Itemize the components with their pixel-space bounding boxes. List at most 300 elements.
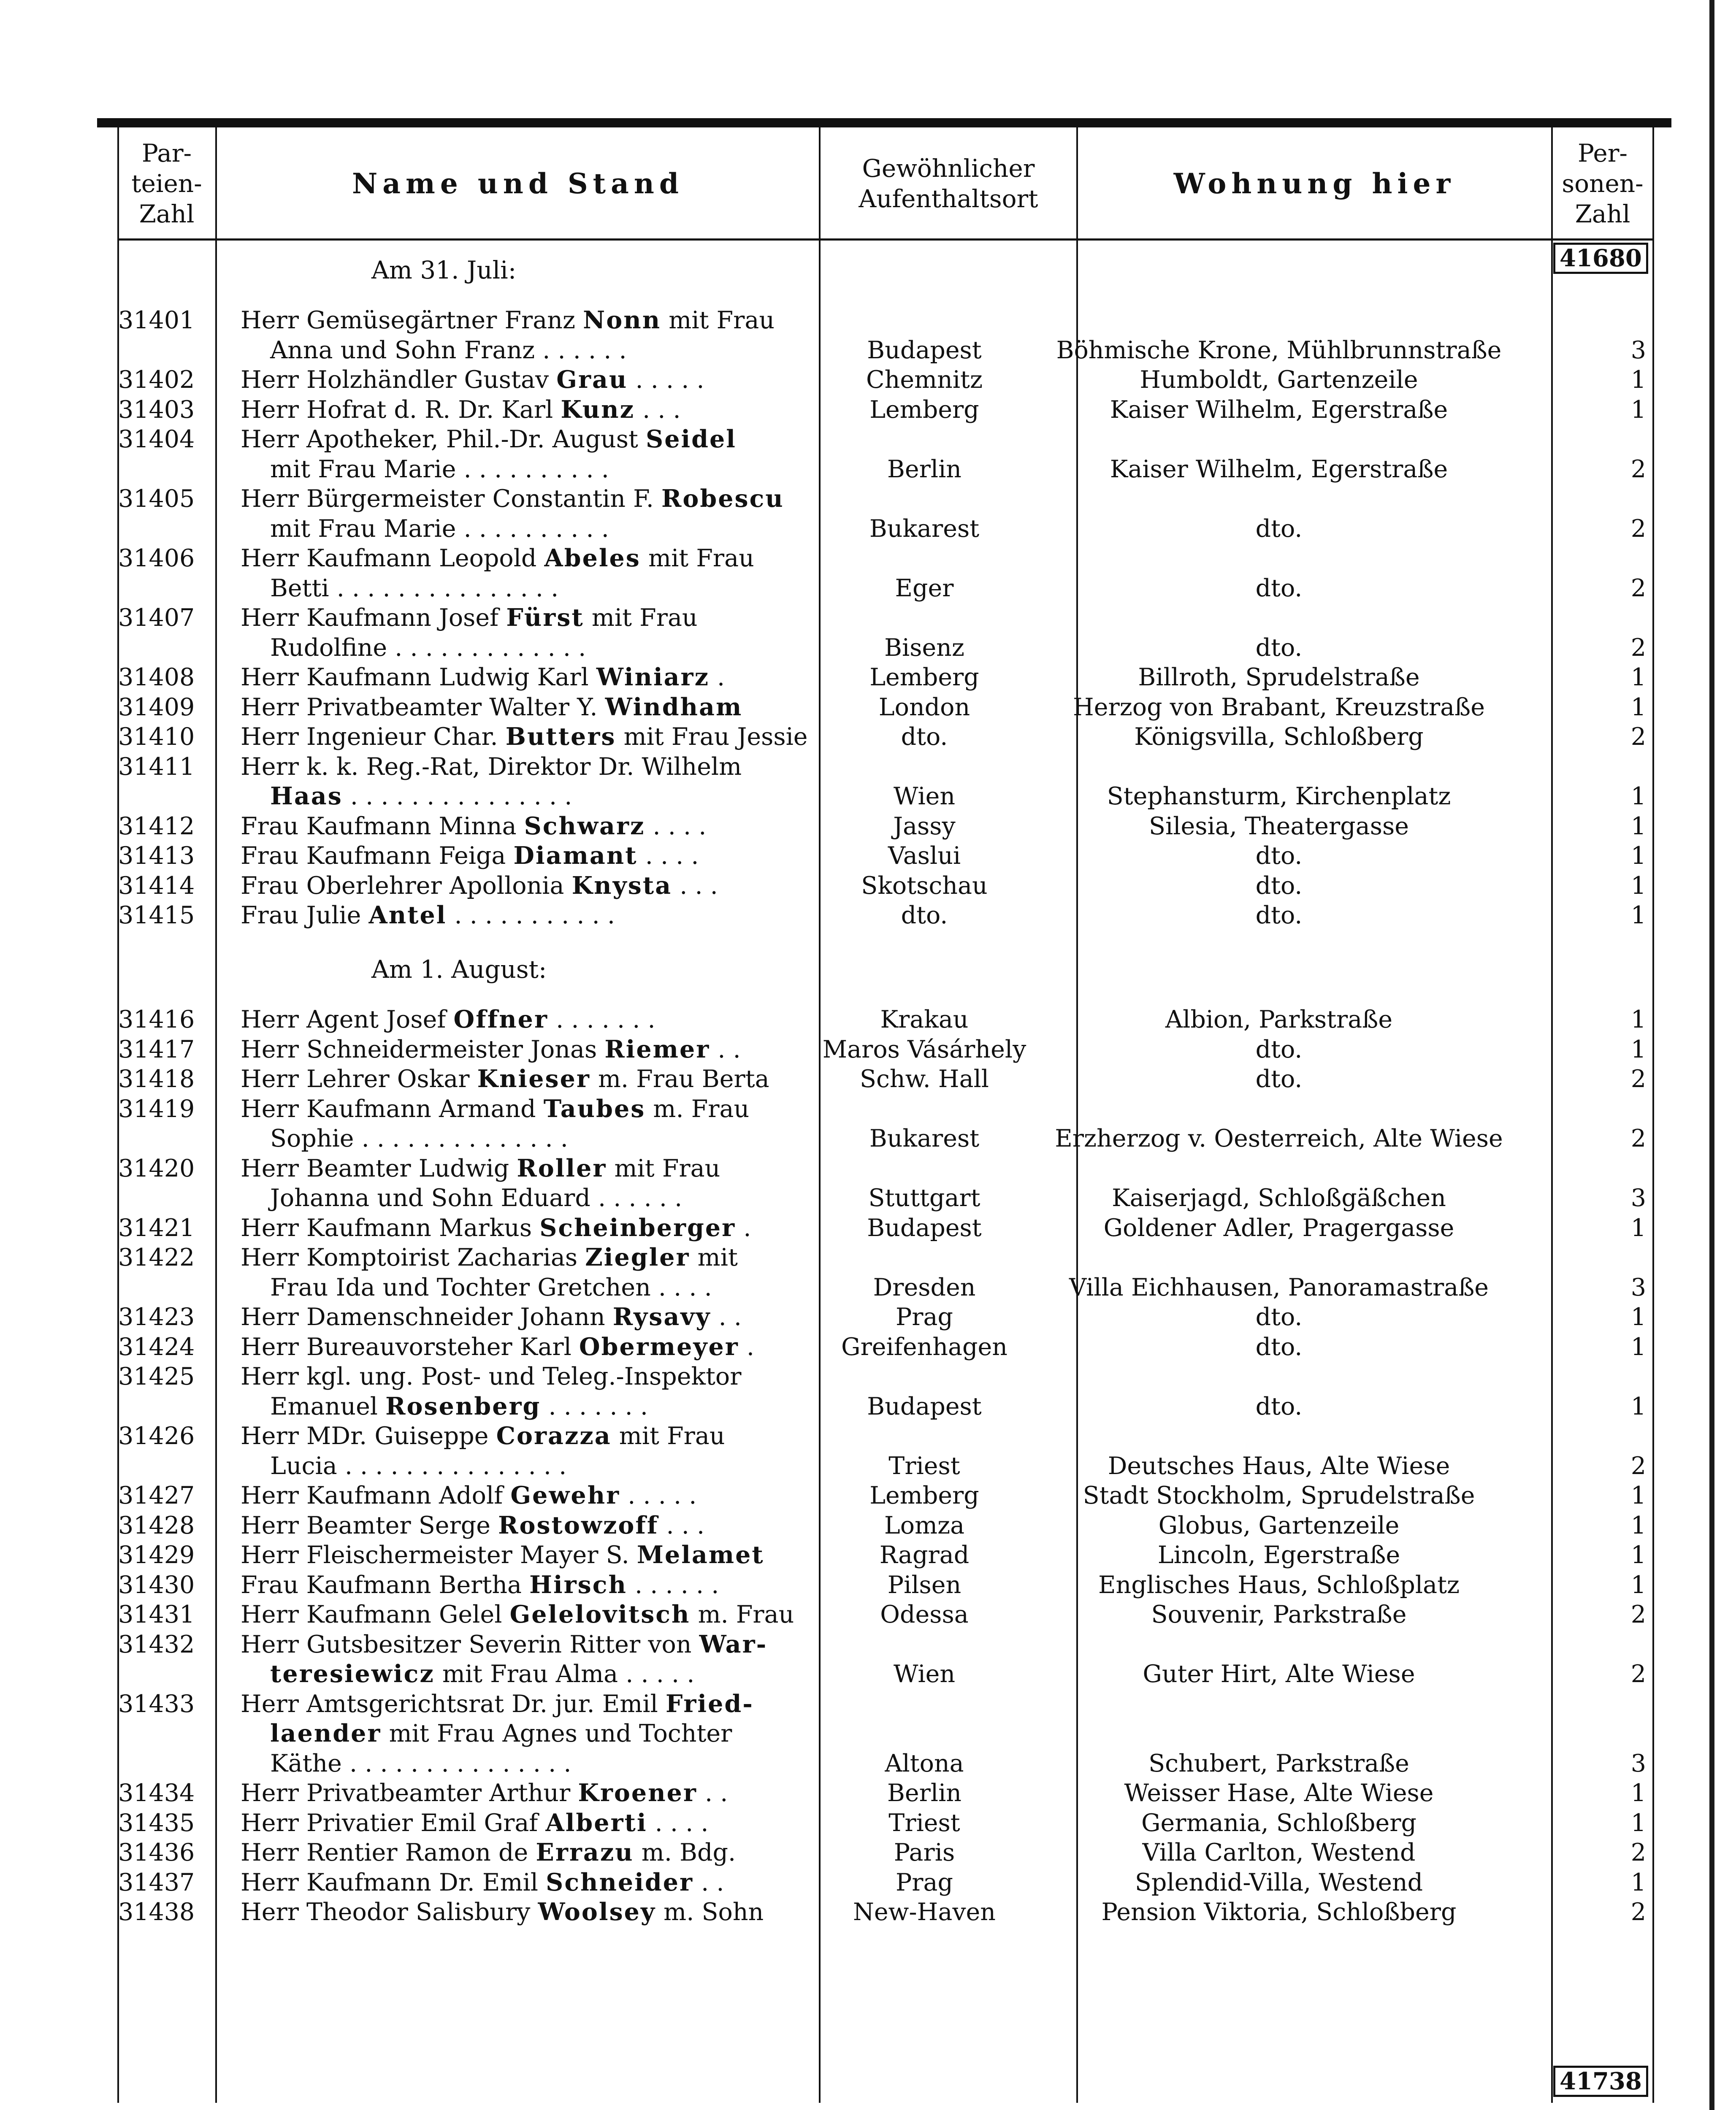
- residence-address: Königsvilla, Schloßberg: [1134, 723, 1424, 751]
- name-text: Herr Agent Josef: [241, 1006, 454, 1034]
- name-text: . . . . . .: [627, 1571, 719, 1599]
- party-number: 31438: [118, 1898, 195, 1926]
- person-count: 1: [1630, 782, 1646, 811]
- surname: Antel: [368, 901, 447, 930]
- name-text: m. Frau: [690, 1601, 794, 1629]
- origin-city: London: [878, 693, 970, 721]
- surname: Windham: [605, 693, 743, 721]
- origin-city: Jassy: [893, 812, 956, 840]
- person-count: 2: [1630, 633, 1646, 662]
- name-text: mit: [690, 1244, 738, 1272]
- person-count: 1: [1630, 1571, 1646, 1599]
- origin-city: Pilsen: [887, 1571, 961, 1599]
- name-line: [241, 1570, 899, 1600]
- origin-city: Bukarest: [869, 514, 980, 543]
- name-text: Johanna und Sohn Eduard . . . . . .: [270, 1184, 682, 1212]
- surname: laender: [270, 1719, 382, 1748]
- column-rule: [1551, 126, 1553, 2103]
- name-text: Herr Gutsbesitzer Severin Ritter von: [241, 1630, 699, 1658]
- surname: Obermeyer: [579, 1332, 739, 1361]
- surname: Rysavy: [612, 1303, 711, 1331]
- person-count: 1: [1630, 693, 1646, 721]
- name-text: Frau Kaufmann Minna: [241, 812, 524, 840]
- party-number: 31405: [118, 485, 195, 513]
- surname: Robescu: [661, 484, 784, 513]
- residence-address: Stephansturm, Kirchenplatz: [1107, 782, 1451, 811]
- person-count: 2: [1630, 455, 1646, 483]
- residence-address: Villa Eichhausen, Panoramastraße: [1069, 1273, 1489, 1301]
- party-number: 31415: [118, 901, 195, 930]
- name-text: Frau Oberlehrer Apollonia: [241, 871, 572, 900]
- name-text: . .: [693, 1868, 724, 1896]
- name-text: mit Frau: [661, 306, 775, 335]
- name-line: [241, 841, 899, 871]
- scan-edge-right: [1709, 0, 1714, 2110]
- residence-address: Pension Viktoria, Schloßberg: [1101, 1898, 1457, 1926]
- name-text: Frau Kaufmann Bertha: [241, 1571, 530, 1599]
- origin-city: Triest: [888, 1809, 960, 1837]
- name-text: Herr Bürgermeister Constantin F.: [241, 485, 661, 513]
- person-count: 3: [1630, 1184, 1646, 1212]
- name-line: [270, 1719, 899, 1748]
- residence-address: dto.: [1255, 1392, 1303, 1420]
- person-count: 2: [1630, 723, 1646, 751]
- surname: Kunz: [561, 395, 635, 424]
- person-count: 1: [1630, 812, 1646, 840]
- name-text: Emanuel: [270, 1392, 386, 1420]
- origin-city: dto.: [901, 901, 948, 930]
- name-line: [241, 1035, 899, 1064]
- residence-address: Kaiserjagd, Schloßgäßchen: [1112, 1184, 1446, 1212]
- name-text: mit Frau Alma . . . . .: [434, 1660, 695, 1688]
- name-text: . .: [710, 1035, 741, 1063]
- name-text: Herr Schneidermeister Jonas: [241, 1035, 605, 1063]
- name-text: . . . . . . .: [541, 1392, 648, 1420]
- name-text: m. Bdg.: [634, 1839, 736, 1867]
- name-text: Herr Beamter Ludwig: [241, 1154, 517, 1182]
- header-persons: Per- sonen- Zahl: [1562, 139, 1644, 228]
- name-line: [241, 484, 899, 514]
- name-text: Herr Damenschneider Johann: [241, 1303, 613, 1331]
- name-text: Herr Rentier Ramon de: [241, 1839, 536, 1867]
- person-count: 1: [1630, 1482, 1646, 1510]
- column-rule: [1652, 126, 1654, 2103]
- party-number: 31431: [118, 1601, 195, 1629]
- name-line: [241, 901, 899, 930]
- name-line: [241, 1868, 899, 1897]
- name-text: Frau Ida und Tochter Gretchen . . . .: [270, 1273, 712, 1301]
- name-text: Frau Julie: [241, 901, 369, 930]
- name-text: . . . . .: [628, 366, 704, 394]
- party-number: 31418: [118, 1065, 195, 1093]
- name-line: [241, 306, 899, 335]
- name-text: Herr Kaufmann Adolf: [241, 1482, 511, 1510]
- origin-city: Chemnitz: [866, 366, 983, 394]
- origin-city: Lomza: [884, 1511, 965, 1539]
- residence-address: Erzherzog v. Oesterreich, Alte Wiese: [1055, 1125, 1503, 1153]
- residence-address: dto.: [1255, 1333, 1303, 1361]
- surname: Fried-: [665, 1689, 754, 1718]
- origin-city: Stuttgart: [868, 1184, 980, 1212]
- name-text: Herr Beamter Serge: [241, 1511, 498, 1539]
- origin-city: Triest: [888, 1452, 960, 1480]
- name-text: . . . . . . .: [548, 1006, 655, 1034]
- name-line: [241, 1778, 899, 1808]
- origin-city: Vaslui: [888, 842, 961, 870]
- residence-address: Germania, Schloßberg: [1141, 1809, 1416, 1837]
- surname: Ziegler: [585, 1243, 690, 1272]
- name-line: [241, 603, 899, 633]
- name-text: mit Frau Jessie: [616, 723, 808, 751]
- party-number: 31402: [118, 366, 195, 394]
- person-count: 1: [1630, 871, 1646, 900]
- party-number: 31421: [118, 1214, 195, 1242]
- residence-address: dto.: [1255, 1303, 1303, 1331]
- name-text: . . . .: [647, 1809, 709, 1837]
- name-text: Herr Kaufmann Dr. Emil: [241, 1868, 546, 1896]
- name-text: Käthe . . . . . . . . . . . . . . .: [270, 1749, 571, 1777]
- residence-address: dto.: [1255, 1035, 1303, 1063]
- name-text: mit Frau: [584, 604, 698, 632]
- person-count: 1: [1630, 1035, 1646, 1063]
- name-text: . . . . . . . . . . . . . . .: [342, 782, 572, 811]
- residence-address: Herzog von Brabant, Kreuzstraße: [1073, 693, 1485, 721]
- residence-address: dto.: [1255, 574, 1303, 602]
- name-text: m. Sohn: [656, 1898, 764, 1926]
- origin-city: Dresden: [873, 1273, 976, 1301]
- residence-address: dto.: [1255, 901, 1303, 930]
- name-text: Herr Apotheker, Phil.-Dr. August: [241, 425, 646, 454]
- party-number: 31416: [118, 1006, 195, 1034]
- surname: Corazza: [496, 1422, 612, 1450]
- party-number: 31437: [118, 1868, 195, 1896]
- person-count: 1: [1630, 1809, 1646, 1837]
- name-text: .: [709, 663, 725, 692]
- name-text: Herr k. k. Reg.-Rat, Direktor Dr. Wilhelm: [241, 752, 742, 781]
- name-text: Herr Kaufmann Gelel: [241, 1601, 510, 1629]
- name-line: [241, 395, 899, 425]
- origin-city: New-Haven: [853, 1898, 996, 1926]
- surname: Nonn: [583, 306, 661, 335]
- name-text: Herr Privatbeamter Walter Y.: [241, 693, 605, 721]
- person-count: 2: [1630, 1065, 1646, 1093]
- name-line: [241, 1897, 899, 1927]
- party-number: 31425: [118, 1363, 195, 1391]
- name-text: Frau Kaufmann Feiga: [241, 842, 514, 870]
- residence-address: dto.: [1255, 842, 1303, 870]
- surname: Fürst: [506, 603, 584, 632]
- party-number: 31413: [118, 842, 195, 870]
- party-number: 31401: [118, 306, 195, 335]
- residence-address: Globus, Gartenzeile: [1158, 1511, 1400, 1539]
- residence-address: Schubert, Parkstraße: [1148, 1749, 1409, 1777]
- name-text: Herr Holzhändler Gustav: [241, 366, 557, 394]
- origin-city: Schw. Hall: [859, 1065, 989, 1093]
- name-text: . . . .: [637, 842, 699, 870]
- name-line: [241, 544, 899, 573]
- origin-city: Budapest: [867, 336, 982, 364]
- origin-city: Maros Vásárhely: [822, 1035, 1026, 1063]
- name-text: m. Frau Berta: [590, 1065, 769, 1093]
- person-count: 1: [1630, 1392, 1646, 1420]
- name-line: [241, 1808, 899, 1838]
- surname: Diamant: [513, 841, 638, 870]
- name-text: Herr Theodor Salisbury: [241, 1898, 538, 1926]
- name-line: [241, 1421, 899, 1451]
- name-line: [241, 1154, 899, 1183]
- date-heading: Am 31. Juli:: [371, 256, 517, 284]
- person-count: 2: [1630, 1125, 1646, 1153]
- name-text: Herr MDr. Guiseppe: [241, 1422, 496, 1450]
- name-text: Herr Hofrat d. R. Dr. Karl: [241, 395, 561, 424]
- surname: Schneider: [546, 1868, 693, 1896]
- name-text: m. Frau: [645, 1095, 750, 1123]
- party-number: 31412: [118, 812, 195, 840]
- residence-address: Stadt Stockholm, Sprudelstraße: [1083, 1482, 1475, 1510]
- residence-address: Silesia, Theatergasse: [1149, 812, 1409, 840]
- party-number: 31427: [118, 1482, 195, 1510]
- party-number: 31423: [118, 1303, 195, 1331]
- name-line: [241, 1838, 899, 1867]
- residence-address: Albion, Parkstraße: [1165, 1006, 1393, 1034]
- name-line: [241, 871, 899, 901]
- name-text: . . . . .: [620, 1482, 697, 1510]
- origin-city: Eger: [895, 574, 954, 602]
- name-text: . . .: [658, 1511, 705, 1539]
- person-count: 1: [1630, 1511, 1646, 1539]
- name-line: [241, 812, 899, 841]
- name-line: [241, 1600, 899, 1629]
- surname: Gewehr: [510, 1481, 620, 1510]
- surname: Seidel: [646, 425, 737, 454]
- origin-city: Berlin: [887, 1779, 962, 1807]
- residence-address: dto.: [1255, 514, 1303, 543]
- name-line: [241, 1362, 899, 1391]
- person-count: 3: [1630, 336, 1646, 364]
- person-count: 1: [1630, 842, 1646, 870]
- person-count: 1: [1630, 1214, 1646, 1242]
- residence-address: Lincoln, Egerstraße: [1157, 1541, 1400, 1569]
- origin-city: Lemberg: [869, 1482, 979, 1510]
- surname: Haas: [270, 782, 343, 811]
- surname: Rostowzoff: [498, 1511, 659, 1539]
- residence-address: Splendid-Villa, Westend: [1135, 1868, 1423, 1896]
- origin-city: Altona: [885, 1749, 964, 1777]
- surname: Errazu: [536, 1838, 634, 1867]
- name-line: [241, 1064, 899, 1094]
- surname: Abeles: [544, 544, 641, 573]
- surname: Roller: [517, 1154, 607, 1182]
- origin-city: Prag: [895, 1868, 953, 1896]
- person-count: 3: [1630, 1273, 1646, 1301]
- person-count: 1: [1630, 1868, 1646, 1896]
- origin-city: Wien: [893, 782, 956, 811]
- name-text: mit Frau Marie . . . . . . . . . .: [270, 455, 609, 483]
- name-text: . . .: [672, 871, 718, 900]
- person-count: 2: [1630, 514, 1646, 543]
- party-number: 31429: [118, 1541, 195, 1569]
- name-text: Herr Amtsgerichtsrat Dr. jur. Emil: [241, 1690, 666, 1718]
- surname: Offner: [453, 1005, 548, 1034]
- name-line: [241, 722, 899, 752]
- residence-address: Böhmische Krone, Mühlbrunnstraße: [1056, 336, 1502, 364]
- origin-city: Wien: [893, 1660, 956, 1688]
- name-text: . . . . . . . . . . .: [447, 901, 615, 930]
- register-table: [93, 118, 1667, 2110]
- party-number: 31408: [118, 663, 195, 692]
- origin-city: Odessa: [880, 1601, 969, 1629]
- party-number: 31426: [118, 1422, 195, 1450]
- party-number: 31414: [118, 871, 195, 900]
- surname: War-: [699, 1630, 768, 1658]
- person-count: 1: [1630, 1333, 1646, 1361]
- name-text: mit Frau: [611, 1422, 725, 1450]
- surname: Riemer: [604, 1035, 710, 1063]
- origin-city: Paris: [894, 1839, 955, 1867]
- name-line: [241, 1511, 899, 1540]
- name-text: Herr kgl. ung. Post- und Teleg.-Inspektor: [241, 1363, 742, 1391]
- surname: Kroener: [578, 1779, 697, 1807]
- surname: Woolsey: [538, 1898, 656, 1926]
- table-top-rule: [97, 118, 1671, 127]
- name-line: [241, 1005, 899, 1034]
- residence-address: Weisser Hase, Alte Wiese: [1124, 1779, 1434, 1807]
- origin-city: Lemberg: [869, 663, 979, 692]
- origin-city: Lemberg: [869, 395, 979, 424]
- name-text: Betti . . . . . . . . . . . . . . .: [270, 574, 559, 602]
- person-count: 1: [1630, 1779, 1646, 1807]
- person-count: 1: [1630, 1303, 1646, 1331]
- person-count: 3: [1630, 1749, 1646, 1777]
- residence-address: Kaiser Wilhelm, Egerstraße: [1110, 395, 1448, 424]
- name-text: Rudolfine . . . . . . . . . . . . .: [270, 633, 586, 662]
- name-line: [241, 1094, 899, 1124]
- party-number: 31404: [118, 425, 195, 454]
- origin-city: Budapest: [867, 1214, 982, 1242]
- surname: teresiewicz: [270, 1660, 435, 1688]
- surname: Scheinberger: [539, 1213, 736, 1242]
- header-party-number: Par- teien- Zahl: [131, 139, 202, 228]
- party-number: 31420: [118, 1154, 195, 1182]
- surname: Butters: [505, 722, 616, 751]
- name-line: [241, 1689, 899, 1719]
- name-text: Herr Komptoirist Zacharias: [241, 1244, 585, 1272]
- residence-address: Humboldt, Gartenzeile: [1140, 366, 1418, 394]
- party-number: 31417: [118, 1035, 195, 1063]
- surname: Winiarz: [596, 663, 710, 692]
- name-text: . .: [697, 1779, 728, 1807]
- party-number: 31409: [118, 693, 195, 721]
- surname: Hirsch: [529, 1570, 627, 1599]
- name-line: [241, 365, 899, 395]
- origin-city: Ragrad: [879, 1541, 970, 1569]
- name-text: Herr Ingenieur Char.: [241, 723, 506, 751]
- name-text: mit Frau Marie . . . . . . . . . .: [270, 514, 609, 543]
- page-total: 41738: [1553, 2066, 1648, 2097]
- residence-address: dto.: [1255, 633, 1303, 662]
- name-text: Herr Bureauvorsteher Karl: [241, 1333, 579, 1361]
- residence-address: Villa Carlton, Westend: [1142, 1839, 1416, 1867]
- name-text: .: [736, 1214, 751, 1242]
- party-number: 31410: [118, 723, 195, 751]
- name-text: Herr Privatier Emil Graf: [241, 1809, 546, 1837]
- name-text: Herr Kaufmann Armand: [241, 1095, 544, 1123]
- name-text: Sophie . . . . . . . . . . . . . .: [270, 1125, 568, 1153]
- name-line: [241, 1540, 899, 1570]
- party-number: 31407: [118, 604, 195, 632]
- origin-city: Prag: [895, 1303, 953, 1331]
- surname: Gelelovitsch: [509, 1600, 691, 1629]
- residence-address: Englisches Haus, Schloßplatz: [1098, 1571, 1460, 1599]
- name-text: Herr Kaufmann Markus: [241, 1214, 540, 1242]
- name-text: Herr Fleischermeister Mayer S.: [241, 1541, 637, 1569]
- party-number: 31403: [118, 395, 195, 424]
- party-number: 31434: [118, 1779, 195, 1807]
- party-number: 31430: [118, 1571, 195, 1599]
- party-number: 31435: [118, 1809, 195, 1837]
- name-text: .: [739, 1333, 754, 1361]
- name-line: [241, 1630, 899, 1659]
- name-line: [241, 1332, 899, 1362]
- party-number: 31411: [118, 752, 195, 781]
- name-line: [241, 752, 899, 782]
- residence-address: Billroth, Sprudelstraße: [1138, 663, 1420, 692]
- origin-city: Skotschau: [861, 871, 988, 900]
- name-line: [241, 1243, 899, 1272]
- origin-city: Berlin: [887, 455, 962, 483]
- party-number: 31433: [118, 1690, 195, 1718]
- header-name-and-status: Name und Stand: [352, 167, 684, 200]
- date-heading: Am 1. August:: [371, 955, 547, 984]
- origin-city: Greifenhagen: [841, 1333, 1007, 1361]
- name-line: [241, 425, 899, 454]
- name-text: . . .: [634, 395, 681, 424]
- header-residence: Wohnung hier: [1173, 167, 1456, 200]
- residence-address: Deutsches Haus, Alte Wiese: [1108, 1452, 1450, 1480]
- name-line: [241, 693, 899, 722]
- person-count: 1: [1630, 366, 1646, 394]
- surname: Alberti: [545, 1808, 647, 1837]
- name-text: Lucia . . . . . . . . . . . . . . .: [270, 1452, 567, 1480]
- name-text: . . . .: [645, 812, 707, 840]
- origin-city: dto.: [901, 723, 948, 751]
- surname: Taubes: [543, 1094, 646, 1123]
- name-text: Herr Kaufmann Josef: [241, 604, 506, 632]
- carried-total: 41680: [1553, 243, 1648, 274]
- party-number: 31424: [118, 1333, 195, 1361]
- name-text: Herr Gemüsegärtner Franz: [241, 306, 583, 335]
- person-count: 1: [1630, 1006, 1646, 1034]
- name-text: Anna und Sohn Franz . . . . . .: [270, 336, 627, 364]
- residence-address: Kaiser Wilhelm, Egerstraße: [1110, 455, 1448, 483]
- origin-city: Bisenz: [884, 633, 964, 662]
- name-line: [241, 1481, 899, 1510]
- name-text: Herr Privatbeamter Arthur: [241, 1779, 578, 1807]
- header-rule: [117, 238, 1654, 241]
- origin-city: Budapest: [867, 1392, 982, 1420]
- name-line: [241, 1213, 899, 1243]
- person-count: 2: [1630, 1601, 1646, 1629]
- origin-city: Krakau: [880, 1006, 969, 1034]
- surname: Schwarz: [524, 812, 645, 840]
- surname: Rosenberg: [385, 1392, 541, 1420]
- residence-address: Guter Hirt, Alte Wiese: [1143, 1660, 1415, 1688]
- name-text: Herr Lehrer Oskar: [241, 1065, 477, 1093]
- person-count: 2: [1630, 1660, 1646, 1688]
- party-number: 31436: [118, 1839, 195, 1867]
- name-line: [241, 663, 899, 692]
- name-text: mit Frau Agnes und Tochter: [381, 1720, 732, 1748]
